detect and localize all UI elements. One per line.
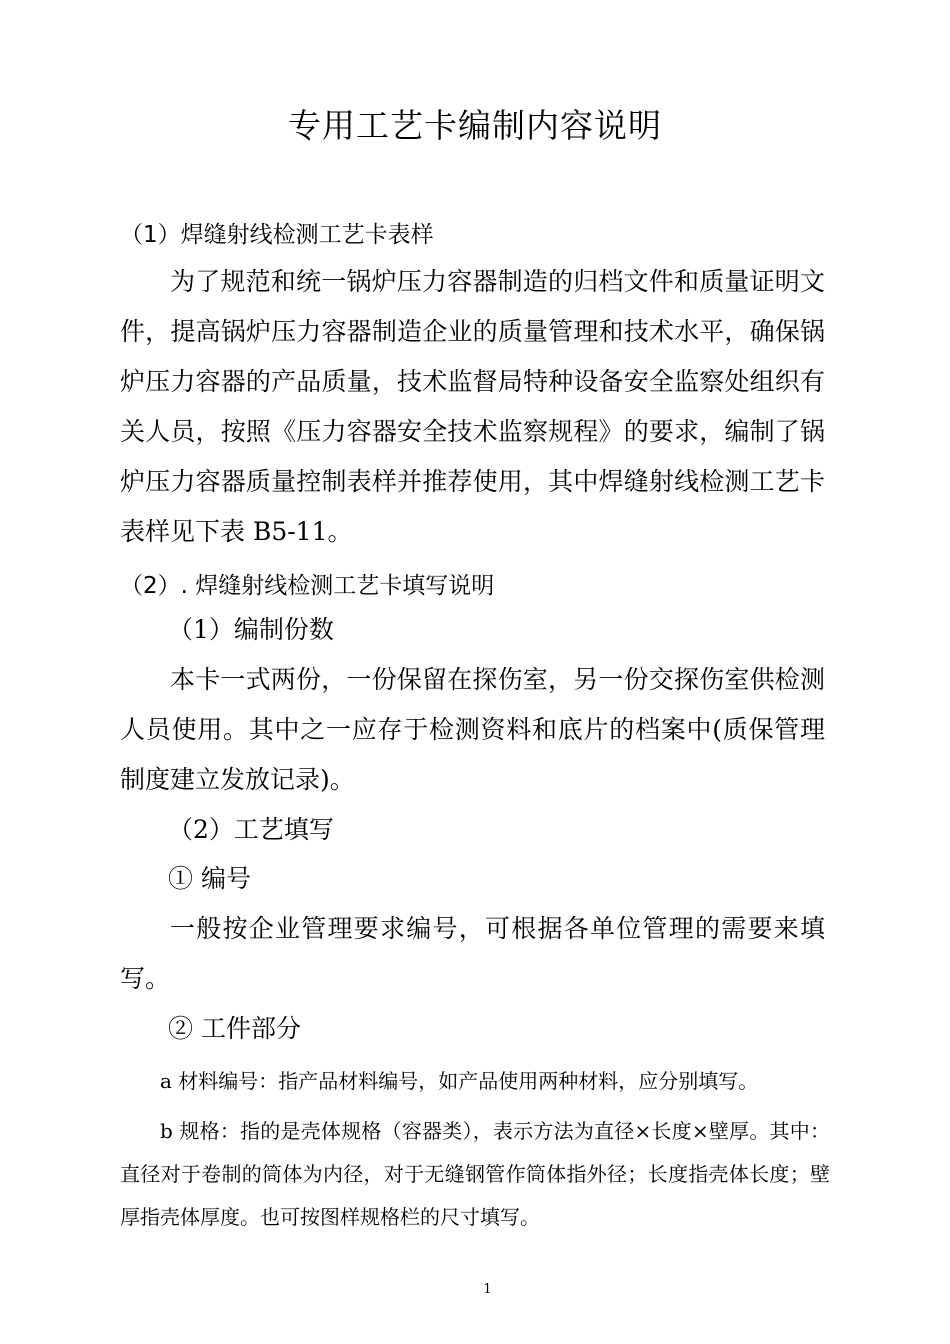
item2-heading: ② 工件部分 [168, 1014, 301, 1043]
section1-heading: （1）焊缝射线检测工艺卡表样 [120, 222, 434, 248]
item-a: a 材料编号：指产品材料编号，如产品使用两种材料，应分别填写。 [160, 1069, 759, 1093]
item1-paragraph: 一般按企业管理要求编号，可根据各单位管理的需要来填写。 [120, 914, 825, 993]
section1-paragraph: 为了规范和统一锅炉压力容器制造的归档文件和质量证明文件，提高锅炉压力容器制造企业的质量管理和技术水平，确保锅炉压力容器的产品质量，技术监督局特种设备安全监察处组织有关人员，按照《压力容器安全技术监察规程》的要求，编制了锅炉压力容器质量控制表样并推荐使用，其中焊缝射线检测工艺卡表样见下表 B5-11。 [120, 267, 825, 546]
sub1-paragraph: 本卡一式两份，一份保留在探伤室，另一份交探伤室供检测人员使用。其中之一应存于检测资料和底片的档案中(质保管理制度建立发放记录)。 [120, 665, 825, 794]
item1-heading: ① 编号 [168, 864, 251, 893]
page-number: 1 [483, 1282, 492, 1297]
page-title: 专用工艺卡编制内容说明 [288, 106, 662, 145]
sub2-heading: （2）工艺填写 [168, 815, 334, 844]
item-b: b 规格：指的是壳体规格（容器类），表示方法为直径×长度×壁厚。其中：直径对于卷制的筒体为内径，对于无缝钢管作筒体指外径；长度指壳体长度；壁厚指壳体厚度。也可按图样规格栏的尺寸填写。 [120, 1119, 830, 1229]
section2-heading: （2）. 焊缝射线检测工艺卡填写说明 [120, 573, 495, 599]
sub1-heading: （1）编制份数 [168, 615, 334, 644]
